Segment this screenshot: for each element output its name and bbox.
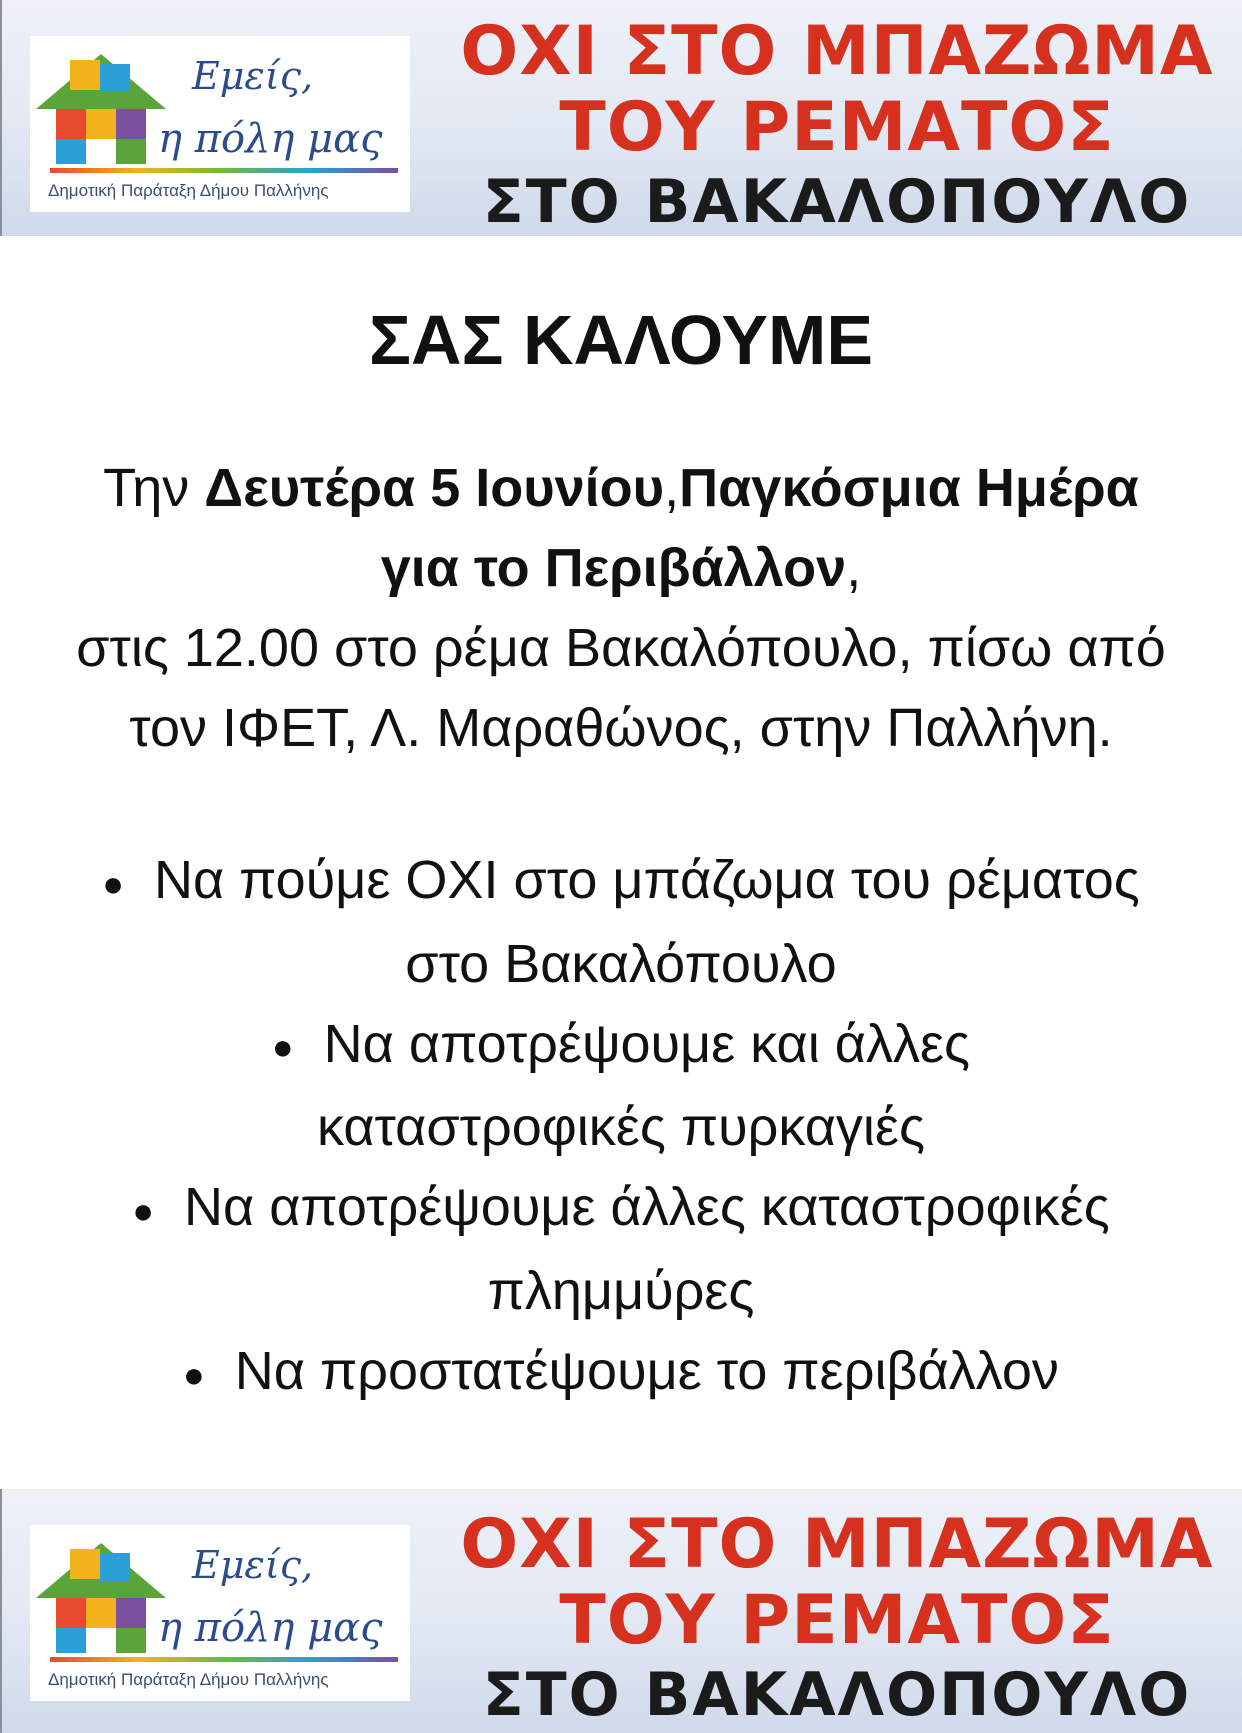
- headline-line-2: ΤΟΥ ΡΕΜΑΤΟΣ: [559, 1581, 1115, 1660]
- bullet-icon: ●: [102, 862, 124, 904]
- intro-comma: ,: [664, 458, 680, 518]
- intro-line-1: [0, 448, 1242, 528]
- logo-rainbow-divider: [50, 168, 398, 173]
- headline-line-2: ΤΟΥ ΡΕΜΑΤΟΣ: [559, 88, 1115, 167]
- page-title: ΣΑΣ ΚΑΛΟΥΜΕ: [368, 301, 874, 379]
- logo-subtitle: Δημοτική Παράταξη Δήμου Παλλήνης: [48, 1670, 329, 1689]
- list-item-text: Να αποτρέψουμε και άλλες: [323, 1013, 971, 1074]
- logo-subtitle: Δημοτική Παράταξη Δήμου Παλλήνης: [48, 181, 329, 200]
- logo-line-1: Εμείς,: [192, 54, 314, 98]
- logo: [30, 36, 410, 212]
- bullet-icon: ●: [183, 1353, 205, 1395]
- intro-day-name: Παγκόσμια Ημέρα: [679, 458, 1139, 518]
- intro-environment: για το Περιβάλλον: [380, 538, 847, 598]
- bullet-icon: ●: [271, 1026, 294, 1068]
- list-item: [0, 1331, 1242, 1415]
- puzzle-house-icon: [36, 1543, 166, 1653]
- headline-line-3: ΣΤΟ ΒΑΚΑΛΟΠΟΥΛΟ: [482, 1660, 1192, 1730]
- bottom-banner: [0, 1489, 1242, 1733]
- intro-line-2: [0, 528, 1242, 608]
- intro-after: ,: [846, 538, 862, 598]
- list-item-text: Να αποτρέψουμε άλλες καταστροφικές: [183, 1177, 1110, 1238]
- logo-line-2: η πόλη μας: [158, 116, 383, 162]
- invitation-paragraph: [0, 448, 1242, 768]
- top-banner: [0, 0, 1242, 236]
- logo-rainbow-divider: [50, 1657, 398, 1662]
- list-item-text: Να προστατέψουμε το περιβάλλον: [234, 1341, 1059, 1402]
- goals-list: [0, 840, 1242, 1415]
- logo-line-2: η πόλη μας: [158, 1605, 383, 1651]
- list-item-continuation: στο Βακαλόπουλο: [405, 933, 837, 994]
- intro-date: Δευτέρα 5 Ιουνίου: [204, 458, 665, 518]
- logo: [30, 1525, 410, 1701]
- banner-headline: [442, 12, 1232, 237]
- intro-line-3: στις 12.00 στο ρέμα Βακαλόπουλο, πίσω από: [76, 618, 1166, 678]
- headline-line-1: ΟΧΙ ΣΤΟ ΜΠΑΖΩΜΑ: [460, 1505, 1214, 1584]
- logo-line-1: Εμείς,: [192, 1543, 314, 1587]
- list-item-text: Να πούμε ΟΧΙ στο μπάζωμα του ρέματος: [153, 850, 1140, 910]
- list-item: [0, 840, 1242, 924]
- list-item-continuation: πλημμύρες: [487, 1261, 755, 1322]
- list-item: [0, 1004, 1242, 1088]
- banner-headline: [442, 1505, 1232, 1730]
- intro-prefix: Την: [103, 458, 205, 518]
- bullet-icon: ●: [132, 1190, 154, 1232]
- intro-line-4: τον ΙΦΕΤ, Λ. Μαραθώνος, στην Παλλήνη.: [129, 698, 1113, 758]
- list-item-continuation: καταστροφικές πυρκαγιές: [316, 1097, 926, 1158]
- puzzle-house-icon: [36, 54, 166, 164]
- list-item: [0, 1167, 1242, 1251]
- headline-line-3: ΣΤΟ ΒΑΚΑΛΟΠΟΥΛΟ: [482, 167, 1192, 237]
- headline-line-1: ΟΧΙ ΣΤΟ ΜΠΑΖΩΜΑ: [460, 12, 1214, 91]
